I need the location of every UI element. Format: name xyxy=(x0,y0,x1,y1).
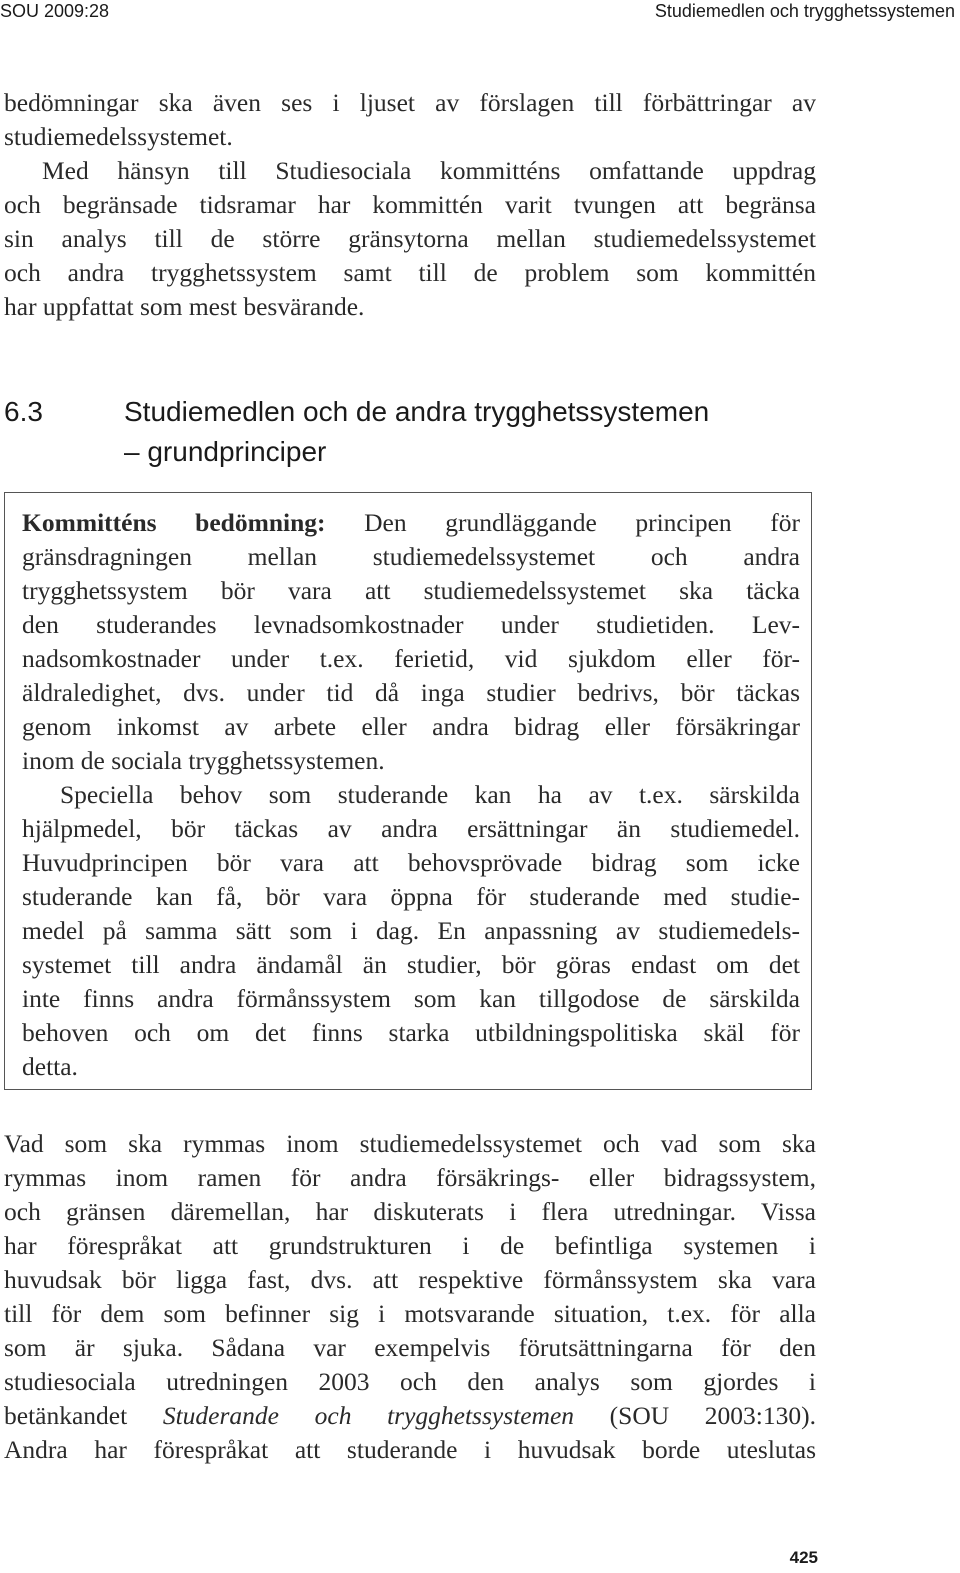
body-paragraph xyxy=(4,1127,816,1467)
text-line: studerande kan få, bör vara öppna för studerande med studie- xyxy=(22,882,800,911)
text-line: systemet till andra ändamål än studier, bör göras endast om det xyxy=(22,950,800,979)
text-line: som är sjuka. Sådana var exempelvis förutsättningarna för den xyxy=(4,1333,816,1362)
text-line xyxy=(22,506,800,540)
text-line: Andra har förespråkat att studerande i huvudsak borde uteslutas xyxy=(4,1435,816,1464)
text-line: bedömningar ska även ses i ljuset av förslagen till förbättringar av xyxy=(4,88,816,117)
reference-title: Studerande och trygghetssystemen xyxy=(162,1401,575,1430)
text-line: detta. xyxy=(22,1052,78,1081)
text-line: rymmas inom ramen för andra försäkrings- eller bidragssystem, xyxy=(4,1163,816,1192)
section-number: 6.3 xyxy=(4,396,43,427)
text-line: Speciella behov som studerande kan ha av t.ex. särskilda xyxy=(60,780,800,809)
text-line: studiesociala utredningen 2003 och den analys som gjordes i xyxy=(4,1367,816,1396)
text-line: trygghetssystem bör vara att studiemedelssystemet ska täcka xyxy=(22,576,800,605)
text-line: inom de sociala trygghetssystemen. xyxy=(22,746,385,775)
header-document-id: SOU 2009:28 xyxy=(0,1,110,21)
text-line xyxy=(4,1399,816,1433)
text-line: och begränsade tidsramar har kommittén varit tvungen att begränsa xyxy=(4,190,816,219)
text-fragment: Den grundläggande principen för xyxy=(364,508,800,537)
text-line: genom inkomst av arbete eller andra bidrag eller försäkringar xyxy=(22,712,800,741)
assessment-text xyxy=(22,506,800,1084)
text-line: och andra trygghetssystem samt till de problem som kommittén xyxy=(4,258,816,287)
text-line: Huvudprincipen bör vara att behovsprövade bidrag som icke xyxy=(22,848,800,877)
text-line: har förespråkat att grundstrukturen i de befintliga systemen i xyxy=(4,1231,816,1260)
assessment-box xyxy=(4,492,812,1090)
reference-id: (SOU 2003:130). xyxy=(609,1401,817,1430)
text-line: Med hänsyn till Studiesociala kommitténs omfattande uppdrag xyxy=(42,156,816,185)
text-line: har uppfattat som mest besvärande. xyxy=(4,292,365,321)
text-line: den studerandes levnadsomkostnader under studietiden. Lev- xyxy=(22,610,800,639)
text-line: sin analys till de större gränsytorna mellan studiemedelssystemet xyxy=(4,224,816,253)
text-fragment: betänkandet xyxy=(4,1401,128,1430)
section-title: Studiemedlen och de andra trygghetssystemen xyxy=(124,396,710,427)
intro-paragraphs xyxy=(4,86,816,324)
assessment-label: Kommitténs bedömning: xyxy=(22,508,326,537)
header-chapter-title: Studiemedlen och trygghetssystemen xyxy=(654,1,955,21)
text-line: nadsomkostnader under t.ex. ferietid, vid sjukdom eller för- xyxy=(22,644,800,673)
text-line: äldraledighet, dvs. under tid då inga studier bedrivs, bör täckas xyxy=(22,678,800,707)
text-line: studiemedelssystemet. xyxy=(4,122,233,151)
text-line: Vad som ska rymmas inom studiemedelssystemet och vad som ska xyxy=(4,1129,816,1158)
text-line: gränsdragningen mellan studiemedelssystemet och andra xyxy=(22,542,800,571)
text-line: huvudsak bör ligga fast, dvs. att respektive förmånssystem ska vara xyxy=(4,1265,816,1294)
text-line: medel på samma sätt som i dag. En anpassning av studiemedels- xyxy=(22,916,800,945)
text-line: inte finns andra förmånssystem som kan tillgodose de särskilda xyxy=(22,984,800,1013)
text-line: behoven och om det finns starka utbildningspolitiska skäl för xyxy=(22,1018,800,1047)
text-line: och gränsen däremellan, har diskuterats i flera utredningar. Vissa xyxy=(4,1197,816,1226)
text-line: till för dem som befinner sig i motsvarande situation, t.ex. för alla xyxy=(4,1299,816,1328)
section-subtitle: – grundprinciper xyxy=(124,436,327,467)
text-line: hjälpmedel, bör täckas av andra ersättningar än studiemedel. xyxy=(22,814,800,843)
running-header xyxy=(0,0,960,22)
page-number: 425 xyxy=(789,1548,818,1567)
